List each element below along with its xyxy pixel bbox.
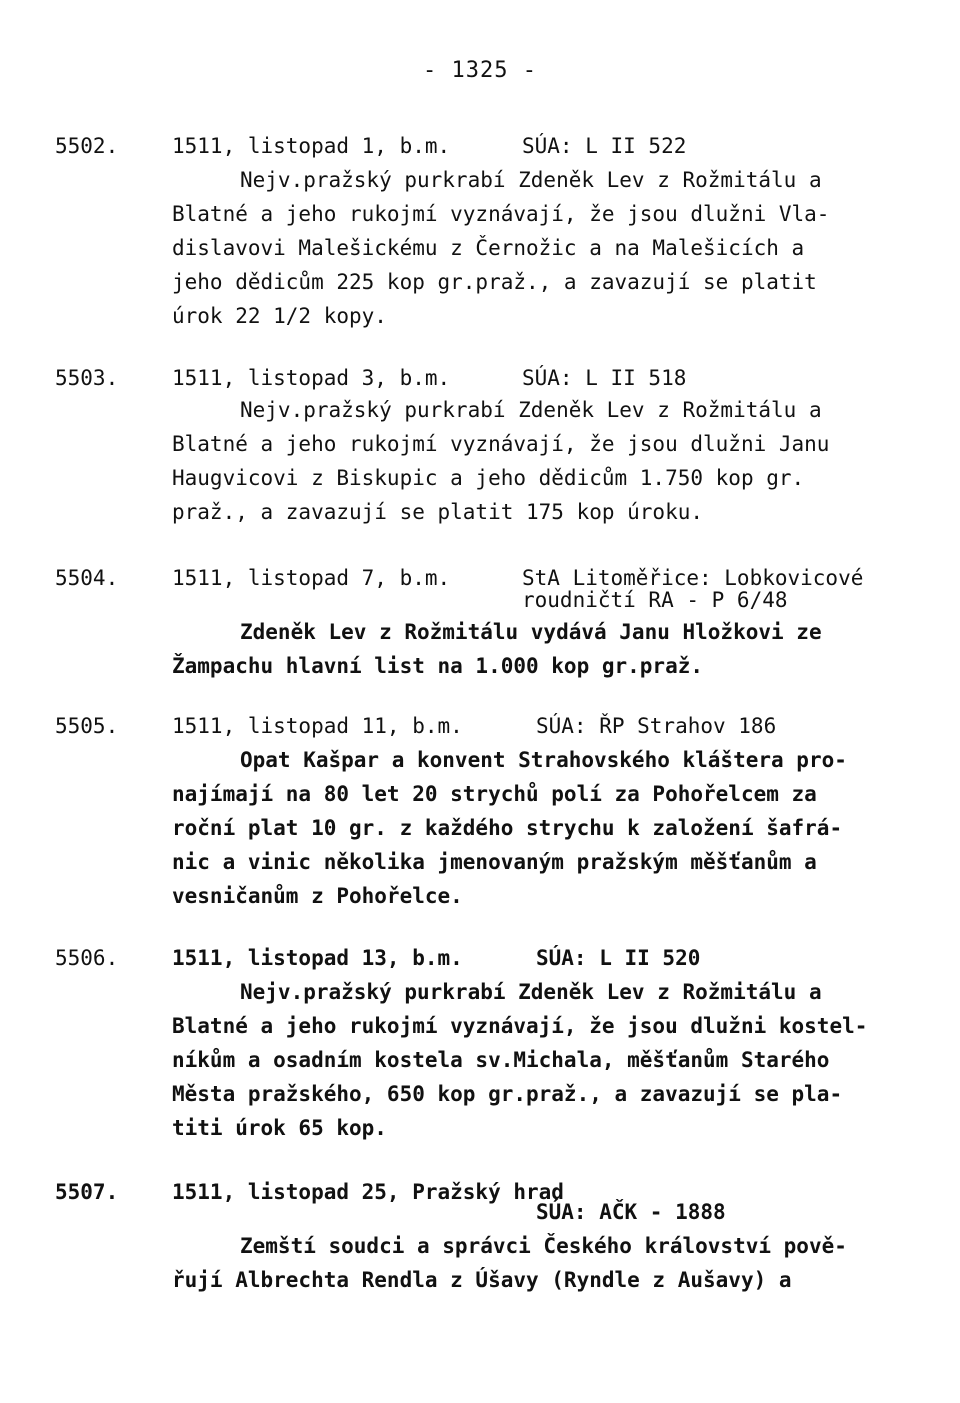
entry-date: 1511, listopad 13, b.m. (172, 946, 463, 970)
entry-text-line: vesničanům z Pohořelce. (172, 884, 463, 908)
entry-date: 1511, listopad 25, Pražský hrad (172, 1180, 564, 1204)
entry-text-line: úrok 22 1/2 kopy. (172, 304, 387, 328)
entry-text-line: Města pražského, 650 kop gr.praž., a zavazují se pla- (172, 1082, 843, 1106)
entry-text-line: Blatné a jeho rukojmí vyznávají, že jsou dlužni kostel- (172, 1014, 868, 1038)
entry-text-line: níkům a osadním kostela sv.Michala, měšťanům Starého (172, 1048, 830, 1072)
entry-text-line: Opat Kašpar a konvent Strahovského kláštera pro- (240, 748, 847, 772)
entry-text-line: Zemští soudci a správci Českého království pově- (240, 1234, 847, 1258)
entry-source: SÚA: L II 520 (536, 946, 701, 970)
entry-date: 1511, listopad 1, b.m. (172, 134, 451, 158)
entry-source: SÚA: L II 518 (522, 366, 687, 390)
entry-text-line: Zdeněk Lev z Rožmitálu vydává Janu Hložkovi ze (240, 620, 822, 644)
entry-number: 5504. (55, 566, 119, 590)
entry-number: 5503. (55, 366, 119, 390)
entry-text-line: řují Albrechta Rendla z Úšavy (Ryndle z Aušavy) a (172, 1268, 792, 1292)
entry-text-line: praž., a zavazují se platit 175 kop úroku. (172, 500, 704, 524)
entry-source: SÚA: ŘP Strahov 186 (536, 714, 777, 738)
entry-date: 1511, listopad 7, b.m. (172, 566, 451, 590)
entry-text-line: najímají na 80 let 20 strychů polí za Pohořelcem za (172, 782, 817, 806)
page-number: - 1325 - (423, 58, 537, 83)
entry-number: 5506. (55, 946, 119, 970)
entry-text-line: Žampachu hlavní list na 1.000 kop gr.praž. (172, 654, 704, 678)
entry-text-line: Blatné a jeho rukojmí vyznávají, že jsou dlužni Janu (172, 432, 830, 456)
entry-text-line: jeho dědicům 225 kop gr.praž., a zavazují se platit (172, 270, 817, 294)
entry-number: 5505. (55, 714, 119, 738)
entry-text-line: Haugvicovi z Biskupic a jeho dědicům 1.750 kop gr. (172, 466, 805, 490)
entry-text-line: titi úrok 65 kop. (172, 1116, 387, 1140)
entry-source: SÚA: L II 522 (522, 134, 687, 158)
entry-text-line: dislavovi Malešickému z Černožic a na Malešicích a (172, 236, 805, 260)
entry-text-line: Nejv.pražský purkrabí Zdeněk Lev z Rožmitálu a (240, 398, 822, 422)
entry-text-line: roční plat 10 gr. z každého strychu k založení šafrá- (172, 816, 843, 840)
entry-text-line: Blatné a jeho rukojmí vyznávají, že jsou dlužni Vla- (172, 202, 830, 226)
entry-source: SÚA: AČK - 1888 (536, 1200, 726, 1224)
entry-text-line: Nejv.pražský purkrabí Zdeněk Lev z Rožmitálu a (240, 168, 822, 192)
entry-text-line: nic a vinic několika jmenovaným pražským měšťanům a (172, 850, 817, 874)
entry-date: 1511, listopad 3, b.m. (172, 366, 451, 390)
entry-source-continued: roudničtí RA - P 6/48 (522, 588, 788, 612)
entry-text-line: Nejv.pražský purkrabí Zdeněk Lev z Rožmitálu a (240, 980, 822, 1004)
entry-date: 1511, listopad 11, b.m. (172, 714, 463, 738)
entry-number: 5502. (55, 134, 119, 158)
entry-number: 5507. (55, 1180, 119, 1204)
entry-source: StA Litoměřice: Lobkovicové (522, 566, 864, 590)
